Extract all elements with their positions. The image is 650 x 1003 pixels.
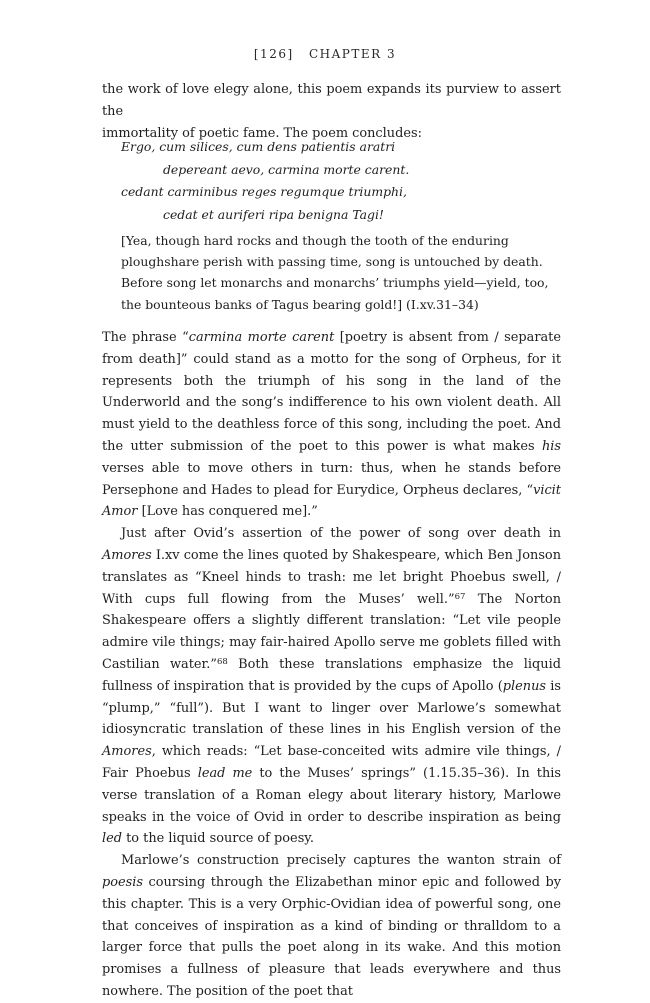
verse-line: cedant carminibus reges regumque triumphi,: [121, 184, 407, 200]
footnote-ref-67[interactable]: 67: [454, 591, 466, 602]
paragraph-marlowe: Marlowe’s construction precisely captures the wanton strain of poesis coursing through the Elizabethan minor epic and followed by this chapter. This is a very Orphic-Ovidian idea of powerful song, one that conceives of inspiration as a kind of binding or thralldom to a larger force that pulls the poet along in its wake. And this motion promises a fullness of pleasure that leads everywhere and thus nowhere. The position of the poet that: [102, 853, 561, 999]
verse-line-indented: cedat et auriferi ripa benigna Tagi!: [163, 206, 384, 222]
paragraph-carmina: The phrase “carmina morte carent [poetry is absent from / separate from death]” could stand as a motto for the song of Orpheus, for it represents both the triumph of his song in the land of the Underworld and the song’s indifference to his own violent death. All must yield to the deathless force of this song, including the poet. And the utter submission of the poet to this power is what makes his verses able to move others in turn: thus, when he stands before Persephone and Hades to plead for Eurydice, Orpheus declares, “vicit Amor [Love has conquered me].”: [102, 330, 561, 520]
latin-verse-quote: [121, 136, 561, 226]
translation-line: [Yea, though hard rocks and though the tooth of the enduring: [121, 233, 509, 248]
verse-line: Ergo, cum silices, cum dens patientis aratri: [121, 139, 396, 154]
verse-translation: [121, 230, 561, 315]
verse-line-indented: depereant aevo, carmina morte carent.: [163, 161, 410, 177]
paragraph-amores: Just after Ovid’s assertion of the power of song over death in Amores I.xv come the lines quoted by Shakespeare, which Ben Jonson translates as “Kneel hinds to trash: me let bright Phoebus swell, / With cups full flowing from the Muses’ well.”$^{67}$ The Norton Shakespeare offers a slightly different translation: “Let vile people admire vile things; may fair-haired Apollo serve me goblets filled with Castilian water.”$^{68}$ Both these translations emphasize the liquid fullness of inspiration that is provided by the cups of Apollo (plenus is “plump,” “full”). But I want to linger over Marlowe’s somewhat idiosyncratic translation of these lines in his English version of the Amores, which reads: “Let base-conceited wits admire vile things, / Fair Phoebus lead me to the Muses’ springs” (1.15.35–36). In this verse translation of a Roman elegy about literary history, Marlowe speaks in the voice of Ovid in order to describe inspiration as being led to the liquid source of poesy.: [102, 526, 561, 847]
intro-line: the work of love elegy alone, this poem expands its purview to assert the: [102, 82, 561, 119]
translation-line: Before song let monarchs and monarchs’ triumphs yield—yield, too,: [121, 275, 549, 291]
translation-line: ploughshare perish with passing time, song is untouched by death.: [121, 254, 543, 270]
page-number: [126]: [253, 47, 294, 61]
intro-paragraph: [102, 79, 561, 144]
body-text: [102, 327, 561, 1003]
translation-line: the bounteous banks of Tagus bearing gold!] (I.xv.31–34): [121, 296, 479, 312]
footnote-ref-68[interactable]: 68: [216, 656, 228, 667]
chapter-label: CHAPTER 3: [308, 47, 397, 61]
intro-line: immortality of poetic fame. The poem concludes:: [102, 125, 422, 141]
running-header: [0, 47, 650, 61]
